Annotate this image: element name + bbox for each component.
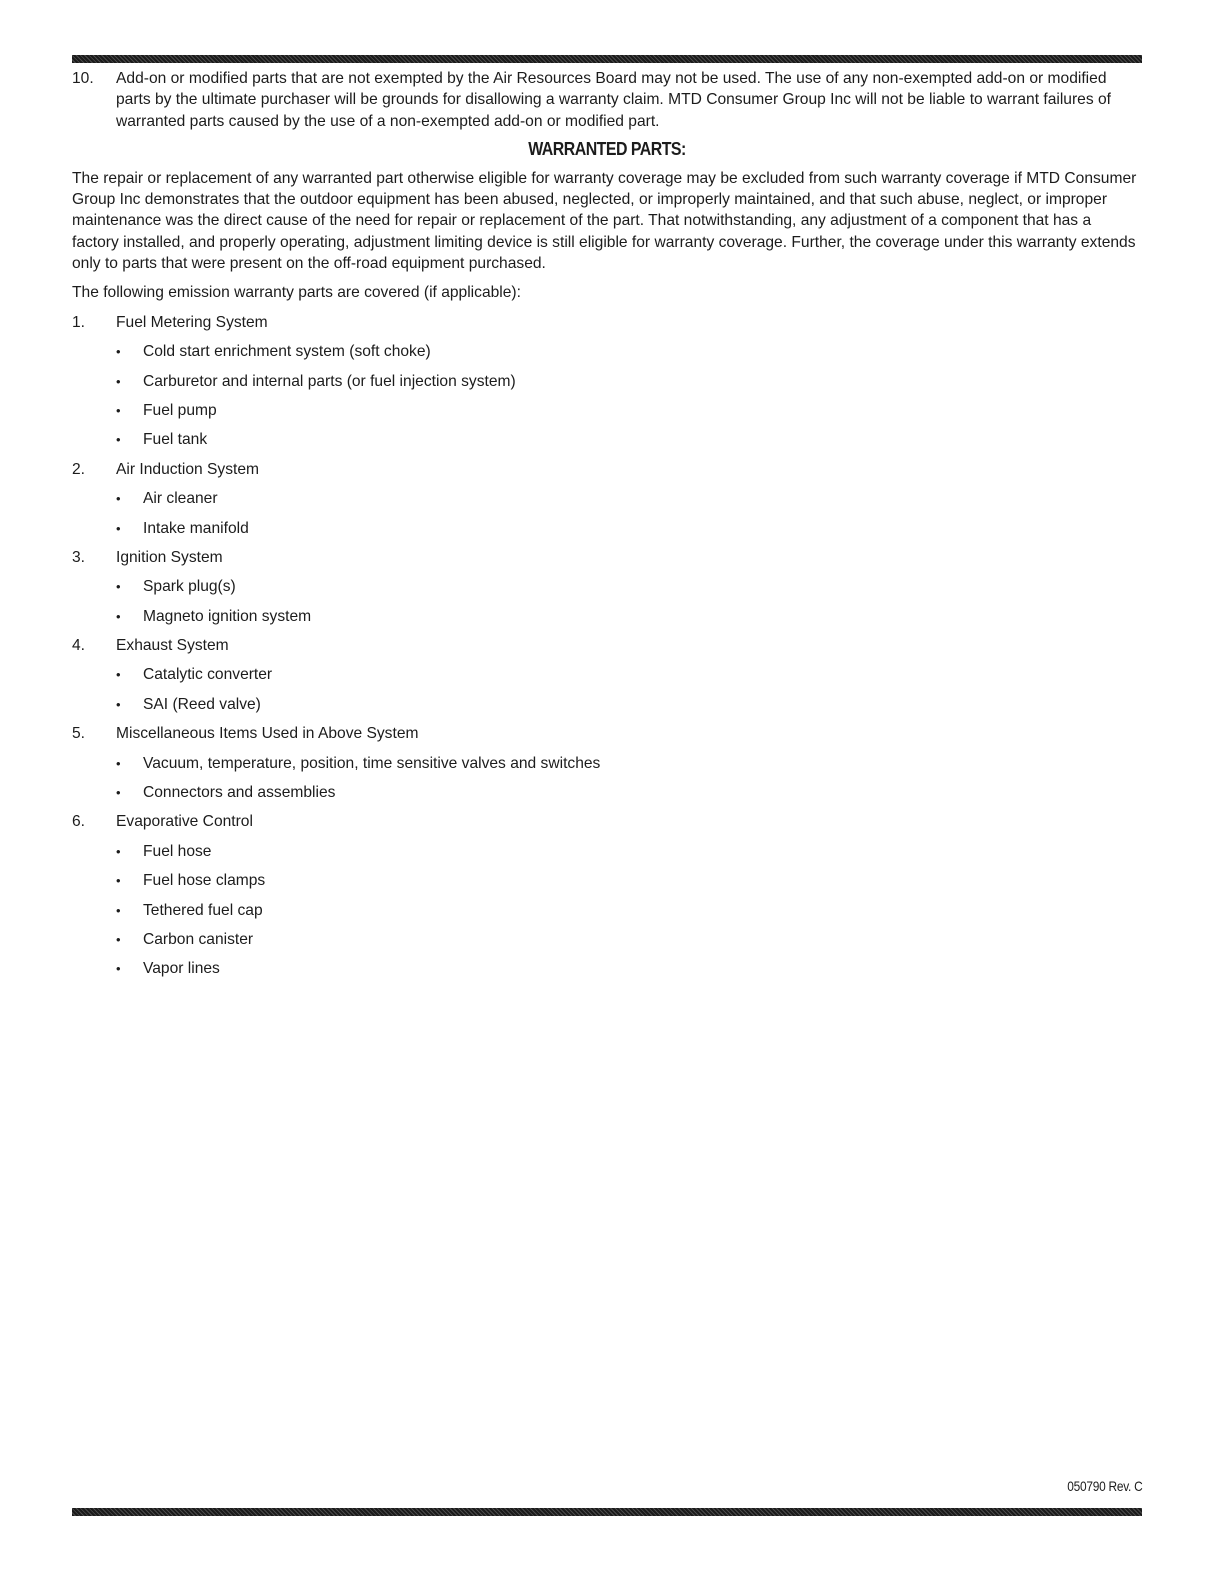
part-item: [72, 694, 1142, 715]
part-item: [72, 870, 1142, 891]
bullet-icon: •: [116, 579, 121, 595]
part-name: Spark plug(s): [143, 578, 236, 596]
system-number: 3.: [72, 548, 86, 566]
part-item: [72, 606, 1142, 627]
part-item: [72, 929, 1142, 950]
system-item: [72, 811, 1142, 979]
part-item: [72, 576, 1142, 597]
system-item: [72, 459, 1142, 539]
part-item: [72, 518, 1142, 539]
part-name: Air cleaner: [143, 490, 218, 508]
part-name: Vapor lines: [143, 960, 220, 978]
bullet-icon: •: [116, 520, 121, 536]
part-name: Intake manifold: [143, 519, 249, 537]
part-name: Fuel pump: [143, 401, 217, 419]
parts-list: [116, 664, 1142, 715]
parts-list: [116, 841, 1142, 980]
intro-text: The following emission warranty parts are covered (if applicable):: [72, 284, 521, 302]
part-item: [72, 782, 1142, 803]
part-item: [72, 841, 1142, 862]
part-item: [72, 371, 1142, 392]
part-name: Fuel hose: [143, 842, 212, 860]
part-item: [72, 488, 1142, 509]
part-item: [72, 429, 1142, 450]
part-name: Catalytic converter: [143, 666, 273, 684]
system-number: 1.: [72, 313, 86, 331]
document-code: 050790 Rev. C: [1066, 1478, 1142, 1494]
item-text: Add-on or modified parts that are not exempted by the Air Resources Board may not be used. The use of any non-exempted add-on or modified parts by the ultimate purchaser will be grounds for disallowing a warranty claim. MTD Consumer Group Inc will not be liable to warrant failures of warranted parts caused by the use of a non-exempted add-on or modified part.: [116, 70, 1111, 130]
document-body: [72, 68, 1142, 980]
system-number: 6.: [72, 813, 86, 831]
system-item: [72, 312, 1142, 451]
bullet-icon: •: [116, 344, 121, 360]
part-name: Carbon canister: [143, 930, 254, 948]
part-name: Magneto ignition system: [143, 607, 312, 625]
bullet-icon: •: [116, 491, 121, 507]
system-number: 2.: [72, 460, 86, 478]
section-heading: WARRANTED PARTS:: [528, 137, 686, 159]
system-item: [72, 547, 1142, 627]
warranty-paragraph: The repair or replacement of any warranted part otherwise eligible for warranty coverage may be excluded from such warranty coverage if MTD Consumer Group Inc demonstrates that the outdoor equipment has been abused, neglected, or improperly maintained, and that such abuse, neglect, or improper maintenance was the direct cause of the need for repair or replacement of the part. That notwithstanding, any adjustment of a component that has a factory installed, and properly operating, adjustment limiting device is still eligible for warranty coverage. Further, the coverage under this warranty extends only to parts that were present on the off-road equipment purchased.: [72, 169, 1137, 273]
system-number: 4.: [72, 637, 86, 655]
part-item: [72, 664, 1142, 685]
part-name: Carburetor and internal parts (or fuel injection system): [143, 372, 516, 390]
bullet-icon: •: [116, 785, 121, 801]
item-number: 10.: [72, 70, 94, 87]
system-name: Fuel Metering System: [116, 313, 268, 331]
bullet-icon: •: [116, 608, 121, 624]
bullet-icon: •: [116, 373, 121, 389]
bullet-icon: •: [116, 667, 121, 683]
bullet-icon: •: [116, 402, 121, 418]
part-item: [72, 958, 1142, 979]
bullet-icon: •: [116, 961, 121, 977]
system-name: Air Induction System: [116, 460, 260, 478]
part-name: Tethered fuel cap: [143, 901, 263, 919]
part-name: Vacuum, temperature, position, time sensitive valves and switches: [143, 754, 601, 772]
parts-list: [116, 488, 1142, 539]
system-name: Evaporative Control: [116, 813, 253, 831]
system-name: Exhaust System: [116, 637, 229, 655]
system-number: 5.: [72, 725, 86, 743]
part-item: [72, 341, 1142, 362]
system-item: [72, 635, 1142, 715]
part-name: SAI (Reed valve): [143, 695, 261, 713]
bullet-icon: •: [116, 931, 121, 947]
part-name: Connectors and assemblies: [143, 784, 336, 802]
bottom-rule: [72, 1508, 1142, 1516]
parts-list: [116, 753, 1142, 804]
system-item: [72, 723, 1142, 803]
part-name: Cold start enrichment system (soft choke): [143, 343, 431, 361]
bullet-icon: •: [116, 432, 121, 448]
parts-list: [116, 576, 1142, 627]
parts-list: [116, 341, 1142, 450]
part-name: Fuel hose clamps: [143, 872, 266, 890]
part-item: [72, 400, 1142, 421]
part-item: [72, 900, 1142, 921]
bullet-icon: •: [116, 873, 121, 889]
bullet-icon: •: [116, 696, 121, 712]
list-item-10: [72, 68, 1142, 132]
bullet-icon: •: [116, 755, 121, 771]
top-rule: [72, 55, 1142, 63]
system-name: Ignition System: [116, 548, 223, 566]
part-item: [72, 753, 1142, 774]
part-name: Fuel tank: [143, 431, 208, 449]
bullet-icon: •: [116, 902, 121, 918]
bullet-icon: •: [116, 843, 121, 859]
warranted-parts-list: [72, 312, 1142, 980]
system-name: Miscellaneous Items Used in Above System: [116, 725, 419, 743]
